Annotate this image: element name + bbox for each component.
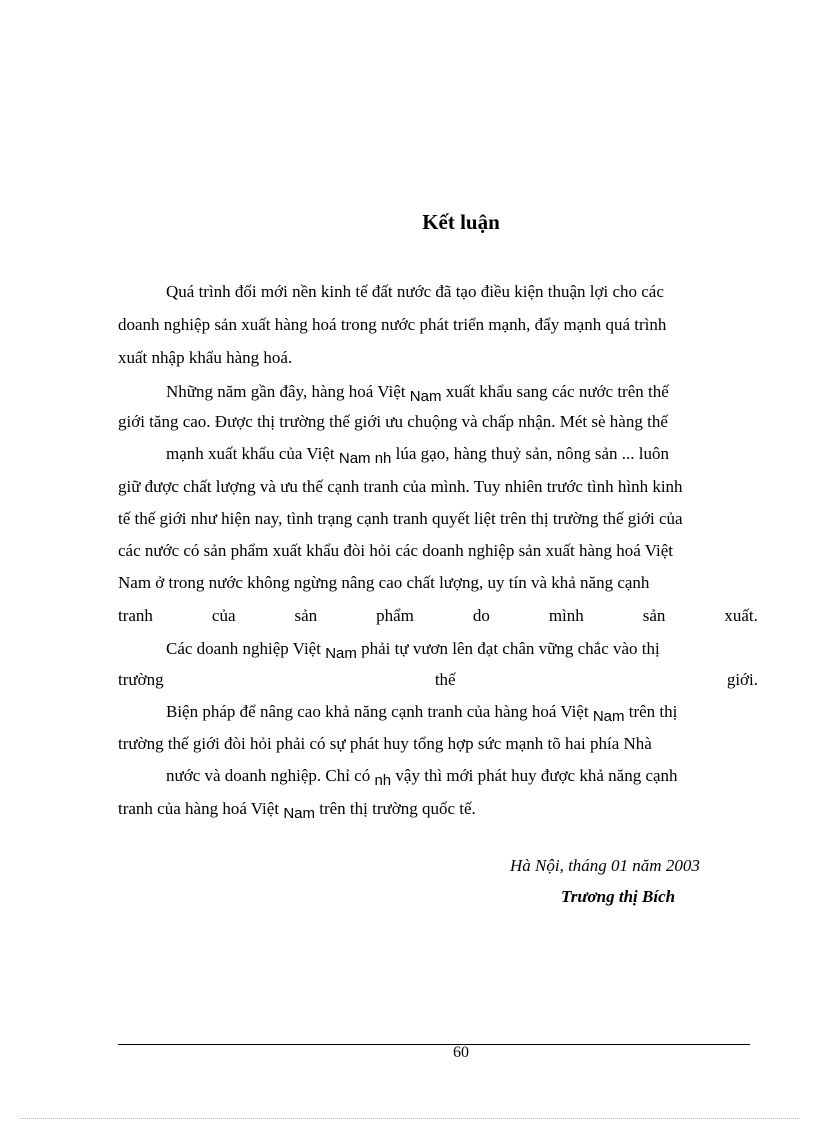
page-number: 60 [453, 1044, 469, 1061]
p3-line1-a: Các doanh nghiệp Việt [166, 639, 321, 658]
p4-line1-nam: Nam [592, 708, 625, 725]
p2-line2: giới tăng cao. Được thị trường thế giới ưu chuộng và chấp nhận. Mét sè hàng thế [118, 412, 668, 431]
page-edge-dotted-line [20, 1118, 800, 1119]
p2-line1-a: Những năm gần đây, hàng hoá Việt [166, 382, 406, 401]
p4-line3-nh: nh [374, 772, 392, 789]
p4-line1 [166, 702, 758, 725]
p3-line1-b: phải tự vươn lên đạt chân vững chắc vào thị [361, 639, 660, 658]
p2-line8-word: tranh [118, 606, 153, 625]
p2-line1 [166, 382, 758, 405]
p4-line1-b: trên thị [628, 702, 678, 721]
p2-line3 [166, 444, 758, 467]
place-date: Hà Nội, tháng 01 năm 2003 [510, 856, 700, 875]
conclusion-title: Kết luận [422, 210, 500, 234]
p1-line3: xuất nhập khẩu hàng hoá. [118, 348, 293, 367]
p3-line2 [118, 670, 758, 690]
p2-line8 [118, 606, 758, 626]
p2-line3-a: mạnh xuất khẩu của Việt [166, 444, 335, 463]
p2-line8-word: phẩm [376, 606, 414, 625]
p3-line2-word: trường [118, 670, 164, 689]
p3-line1-nam: Nam [325, 645, 357, 662]
p2-line8-word: sản [642, 606, 666, 625]
author-name: Trương thị Bích [561, 887, 676, 906]
p2-line8-word: của [211, 606, 236, 625]
p2-line4: giữ được chất lượng và ưu thế cạnh tranh của mình. Tuy nhiên trước tình hình kinh [118, 477, 683, 496]
p4-line3 [166, 766, 758, 789]
p2-line7: Nam ở trong nước không ngừng nâng cao chất lượng, uy tín và khả năng cạnh [118, 573, 650, 592]
p4-line4 [118, 799, 758, 822]
p2-line3-b: lúa gạo, hàng thuỷ sản, nông sản ... luôn [395, 444, 670, 463]
p3-line2-word: giới. [726, 670, 758, 689]
p3-line1 [166, 639, 758, 662]
p1-line1: Quá trình đổi mới nền kinh tế đất nước đã tạo điều kiện thuận lợi cho các [166, 282, 664, 301]
p4-line4-b: trên thị trường quốc tế. [319, 799, 476, 818]
p2-line1-b: xuất khẩu sang các nước trên thế [445, 382, 669, 401]
p4-line4-nam: Nam [283, 805, 315, 822]
p3-line2-word: thế [434, 670, 456, 689]
p4-line4-a: tranh của hàng hoá Việt [118, 799, 280, 818]
p2-line6: các nước có sản phẩm xuất khẩu đòi hỏi các doanh nghiệp sản xuất hàng hoá Việt [118, 541, 674, 560]
p2-line3-nam: Nam nh [338, 450, 392, 467]
p2-line1-nam: Nam [409, 388, 442, 405]
p2-line8-word: do [472, 606, 490, 625]
p2-line8-word: mình [548, 606, 584, 625]
p4-line3-a: nước và doanh nghiệp. Chỉ có [166, 766, 371, 785]
p4-line3-b: vậy thì mới phát huy được khả năng cạnh [395, 766, 678, 785]
p2-line5: tế thế giới như hiện nay, tình trạng cạnh tranh quyết liệt trên thị trường thế giới của [118, 509, 683, 528]
p1-line2: doanh nghiệp sản xuất hàng hoá trong nước phát triển mạnh, đẩy mạnh quá trình [118, 315, 667, 334]
p4-line2: trường thế giới đòi hỏi phải có sự phát huy tổng hợp sức mạnh tõ hai phía Nhà [118, 734, 652, 753]
p2-line8-word: sản [294, 606, 318, 625]
p4-line1-a: Biện pháp để nâng cao khả năng cạnh tranh của hàng hoá Việt [166, 702, 589, 721]
p2-line8-word: xuất. [724, 606, 758, 625]
